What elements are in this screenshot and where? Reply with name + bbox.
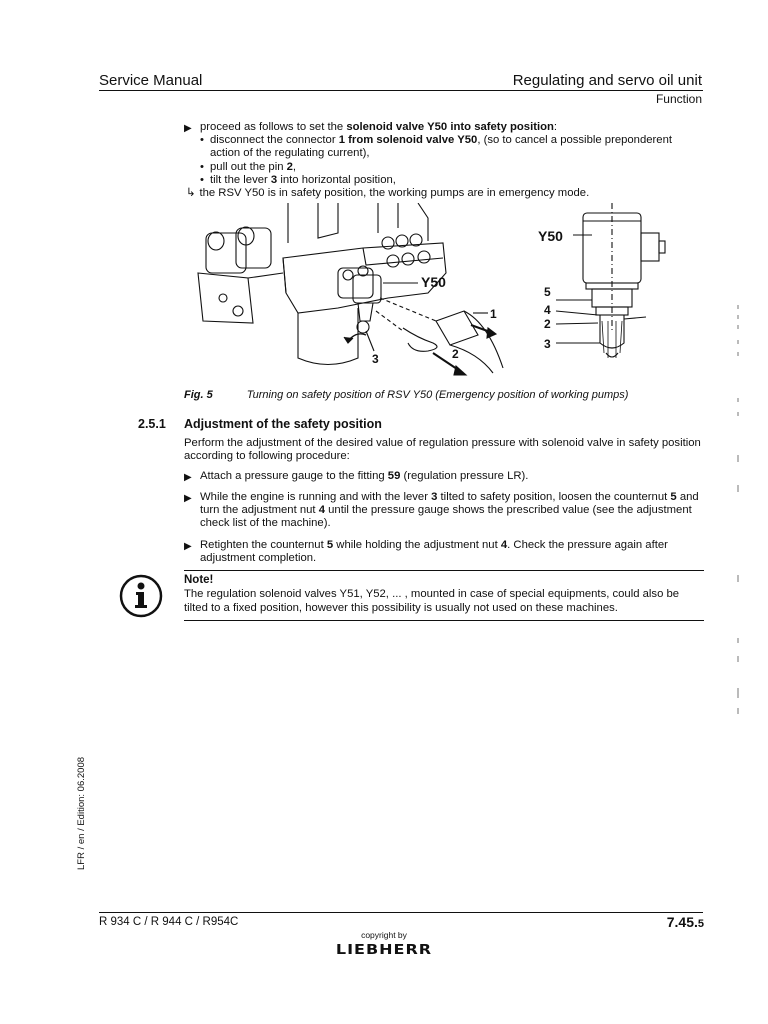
section-step-3: ▶ Retighten the counternut 5 while holding the adjustment nut 4. Check the pressure again after adjustment completion. <box>184 539 668 565</box>
footer-rule <box>99 912 703 913</box>
label-y50-right: Y50 <box>538 228 563 244</box>
arrow-bullet-icon: ▶ <box>184 541 192 552</box>
figure-safety-position <box>188 203 705 381</box>
arrow-bullet-icon: ▶ <box>184 123 192 134</box>
procedure-result: ↳ the RSV Y50 is in safety position, the working pumps are in emergency mode. <box>186 187 590 200</box>
procedure-lead: proceed as follows to set the solenoid valve Y50 into safety position: <box>200 121 558 133</box>
procedure-bullet-3: • tilt the lever 3 into horizontal position, <box>200 173 396 186</box>
edition-side-text: LFR / en / Edition: 06.2008 <box>76 756 87 870</box>
margin-marks <box>734 300 744 720</box>
label-2: 2 <box>452 347 459 361</box>
info-icon <box>118 573 164 619</box>
header-section-title: Regulating and servo oil unit <box>512 72 702 89</box>
footer-page-number: 7.45.5 <box>666 914 704 930</box>
header-rule <box>99 90 703 91</box>
arrow-bullet-icon: ▶ <box>184 493 192 504</box>
figure-caption: Fig. 5 Turning on safety position of RSV Y50 (Emergency position of working pumps) <box>184 389 629 401</box>
section-step-1: ▶ Attach a pressure gauge to the fitting 59 (regulation pressure LR). <box>184 470 529 483</box>
arrow-bullet-icon: ▶ <box>184 472 192 483</box>
procedure-intro <box>184 121 704 200</box>
header-title: Service Manual <box>99 72 203 89</box>
procedure-bullet-2: • pull out the pin 2, <box>200 160 297 173</box>
footer-copyright: copyright by <box>361 930 407 940</box>
liebherr-logo: LIEBHERR <box>335 941 433 958</box>
note-text: The regulation solenoid valves Y51, Y52, ... , mounted in case of special equipments, could also be tilted to a fixed position, however this possibility is usually not used on these machines. <box>184 588 680 614</box>
section-title: Adjustment of the safety position <box>184 417 382 431</box>
result-arrow-icon: ↳ <box>186 187 196 200</box>
label-y50-left: Y50 <box>421 274 446 290</box>
note-bottom-rule <box>184 620 704 621</box>
label-r2: 2 <box>544 317 551 331</box>
label-r5: 5 <box>544 285 551 299</box>
label-r3: 3 <box>544 337 551 351</box>
solenoid-detail-drawing <box>556 203 665 358</box>
section-intro: Perform the adjustment of the desired value of regulation pressure with solenoid valve in safety position according to following procedure: <box>184 437 701 463</box>
note-top-rule <box>184 570 704 571</box>
note-title: Note! <box>184 574 214 586</box>
label-3: 3 <box>372 352 379 366</box>
section-number: 2.5.1 <box>138 417 166 431</box>
header-subtitle: Function <box>655 92 702 106</box>
label-1: 1 <box>490 307 497 321</box>
footer-models: R 934 C / R 944 C / R954C <box>99 916 239 928</box>
section-step-2: ▶ While the engine is running and with the lever 3 tilted to safety position, loosen the counternut 5 and turn the adjustment nut 4 until the pressure gauge shows the prescribed value (see the adjustment check list of the machine). <box>184 491 699 530</box>
procedure-bullet-1: • disconnect the connector 1 from solenoid valve Y50, (so to cancel a possible preponderent action of the regulating current), <box>200 134 672 160</box>
label-r4: 4 <box>544 303 551 317</box>
